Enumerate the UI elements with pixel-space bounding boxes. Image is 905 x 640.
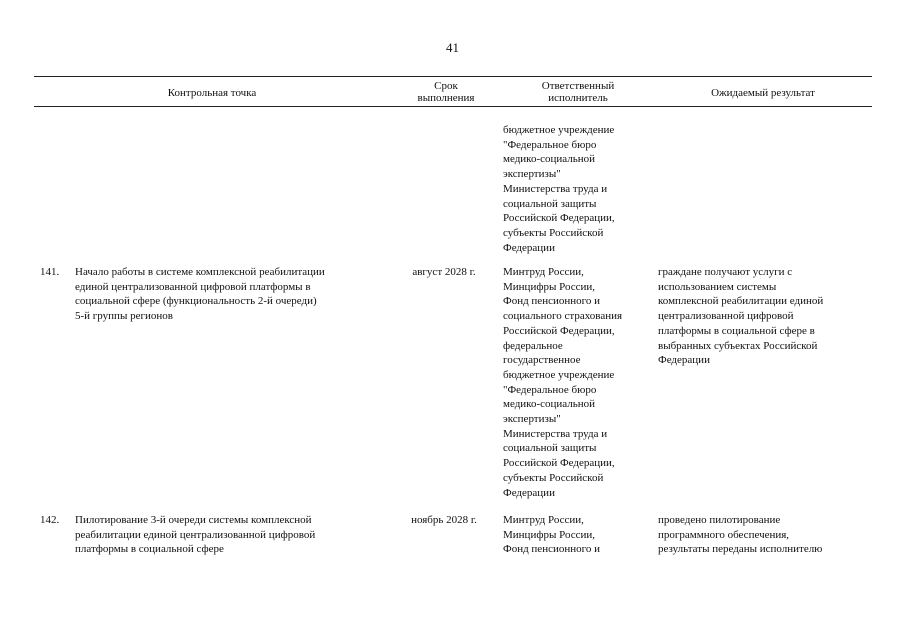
- header-deadline: Срок выполнения: [417, 80, 475, 104]
- row-deadline: ноябрь 2028 г.: [411, 514, 477, 526]
- continuation-responsible: бюджетное учреждение "Федеральное бюро медико-социальной экспертизы" Министерства труда и социальной защиты Российской Федерации, субъекты Российской Федерации: [503, 124, 615, 254]
- row-number: 141.: [40, 266, 60, 278]
- row-number: 142.: [40, 514, 60, 526]
- page-number: 41: [446, 40, 459, 55]
- table-top-border: [34, 76, 872, 77]
- row-control-point: Начало работы в системе комплексной реабилитации единой централизованной цифровой платформы в социальной сфере (функциональность 2-й очереди) 5-й группы регионов: [75, 266, 325, 323]
- row-control-point: Пилотирование 3-й очереди системы комплексной реабилитации единой централизованной цифровой платформы в социальной сфере: [75, 514, 316, 556]
- header-responsible: Ответственный исполнитель: [541, 80, 615, 104]
- table-header-border: [34, 106, 872, 107]
- header-control-point: Контрольная точка: [167, 87, 257, 99]
- row-responsible: Минтруд России, Минцифры России, Фонд пенсионного и социального страхования Российской Федерации, федеральное государственное бюджетное учреждение "Федеральное бюро медико-социальной экспертизы" Министерства труда и социальной защиты Российской Федерации, субъекты Российской Федерации: [503, 266, 623, 499]
- row-expected-result: граждане получают услуги с использованием системы комплексной реабилитации единой централизованной цифровой платформы в социальной сфере в выбранных субъектах Российской Федерации: [658, 266, 824, 367]
- row-deadline: август 2028 г.: [412, 266, 476, 278]
- header-expected-result: Ожидаемый результат: [711, 87, 815, 99]
- row-responsible: Минтруд России, Минцифры России, Фонд пенсионного и: [503, 514, 600, 556]
- row-expected-result: проведено пилотирование программного обеспечения, результаты переданы исполнителю: [658, 514, 823, 556]
